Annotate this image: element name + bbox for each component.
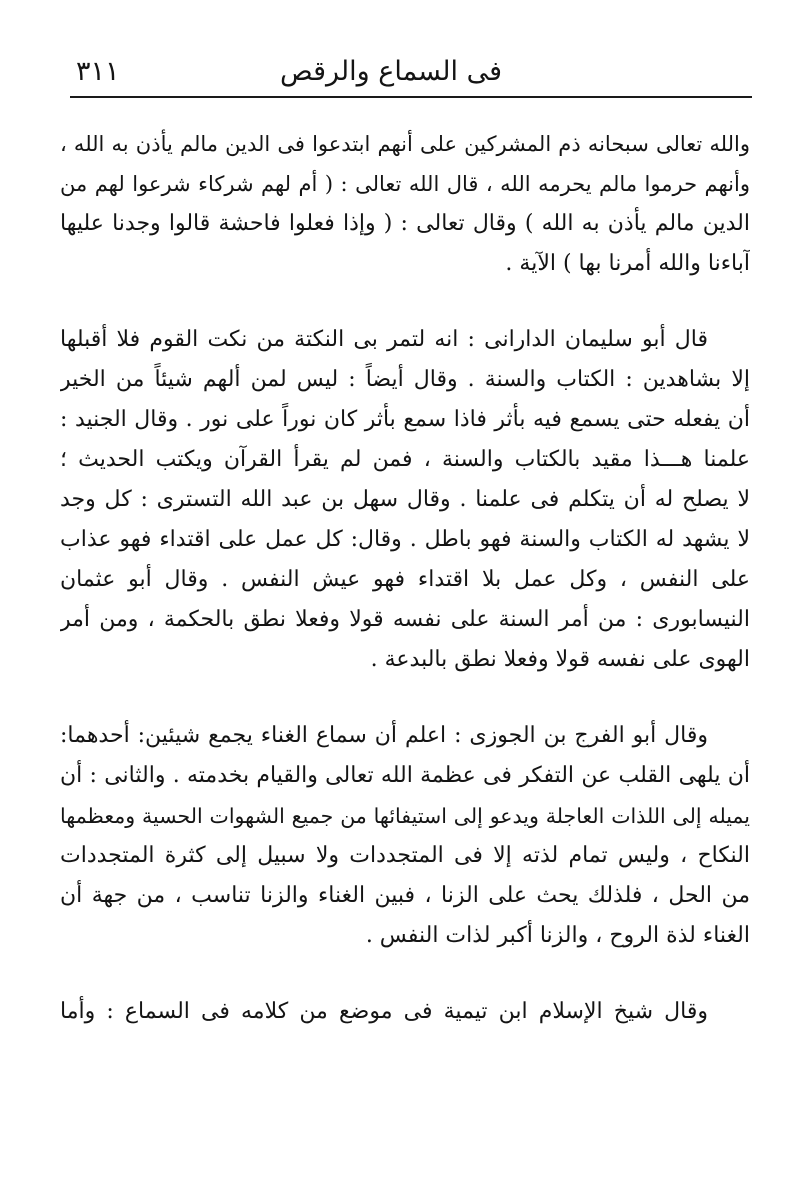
text-line: وقال شيخ الإسلام ابن تيمية فى موضع من كلامه فى السماع : وأما [60, 999, 708, 1024]
text-line: يميله إلى اللذات العاجلة ويدعو إلى استيفائها من جميع الشهوات الحسية ومعظمها [60, 804, 750, 828]
text-line: لا يشهد له الكتاب والسنة فهو باطل . وقال: كل عمل على اقتداء فهو عذاب [60, 527, 750, 552]
page-body [60, 124, 750, 1032]
text-line: أن يلهى القلب عن التفكر فى عظمة الله تعالى والقيام بخدمته . والثانى : أن [60, 763, 750, 788]
page-number: ٣١١ [76, 56, 120, 87]
paragraph-gap [60, 284, 750, 320]
text-line: علمنا هـــذا مقيد بالكتاب والسنة ، فمن لم يقرأ القرآن ويكتب الحديث ؛ [60, 447, 750, 472]
running-header [70, 52, 752, 98]
text-line: وقال أبو الفرج بن الجوزى : اعلم أن سماع الغناء يجمع شيئين: أحدهما: [60, 723, 708, 748]
text-line: أن يفعله حتى يسمع فيه بأثر فاذا سمع بأثر كان نوراً على نور . وقال الجنيد : [60, 407, 750, 432]
paragraph [60, 716, 750, 956]
text-line: الغناء لذة الروح ، والزنا أكبر لذات النفس . [365, 923, 750, 948]
text-line: النيسابورى : من أمر السنة على نفسه قولا وفعلا نطق بالحكمة ، ومن أمر [60, 607, 750, 632]
text-line: إلا بشاهدين : الكتاب والسنة . وقال أيضاً : ليس لمن ألهم شيئاً من الخير [60, 367, 750, 392]
text-line: من الحل ، فلذلك يحث على الزنا ، فبين الغناء والزنا تناسب ، من جهة أن [60, 883, 750, 908]
paragraph-gap [60, 956, 750, 992]
text-line: والله تعالى سبحانه ذم المشركين على أنهم ابتدعوا فى الدين مالم يأذن به الله ، [60, 132, 750, 156]
paragraph [60, 992, 750, 1032]
text-line: على النفس ، وكل عمل بلا اقتداء فهو عيش النفس . وقال أبو عثمان [60, 567, 750, 592]
text-line: وأنهم حرموا مالم يحرمه الله ، قال الله تعالى : ( أم لهم شركاء شرعوا لهم من [60, 172, 750, 196]
text-line: النكاح ، وليس تمام لذته إلا فى المتجددات ولا سبيل إلى كثرة المتجددات [60, 843, 750, 868]
text-line: الدين مالم يأذن به الله ) وقال تعالى : ( وإذا فعلوا فاحشة قالوا وجدنا عليها [60, 211, 750, 236]
paragraph [60, 124, 750, 284]
text-line: الهوى على نفسه قولا وفعلا نطق بالبدعة . [370, 647, 750, 672]
chapter-title: فى السماع والرقص [280, 56, 502, 87]
text-line: لا يصلح له أن يتكلم فى علمنا . وقال سهل بن عبد الله التسترى : كل وجد [60, 487, 750, 512]
paragraph [60, 320, 750, 680]
text-line: قال أبو سليمان الدارانى : انه لتمر بى النكتة من نكت القوم فلا أقبلها [60, 327, 708, 352]
paragraph-gap [60, 680, 750, 716]
text-line: آباءنا والله أمرنا بها ) الآية . [505, 251, 750, 276]
header-rule [70, 96, 752, 98]
